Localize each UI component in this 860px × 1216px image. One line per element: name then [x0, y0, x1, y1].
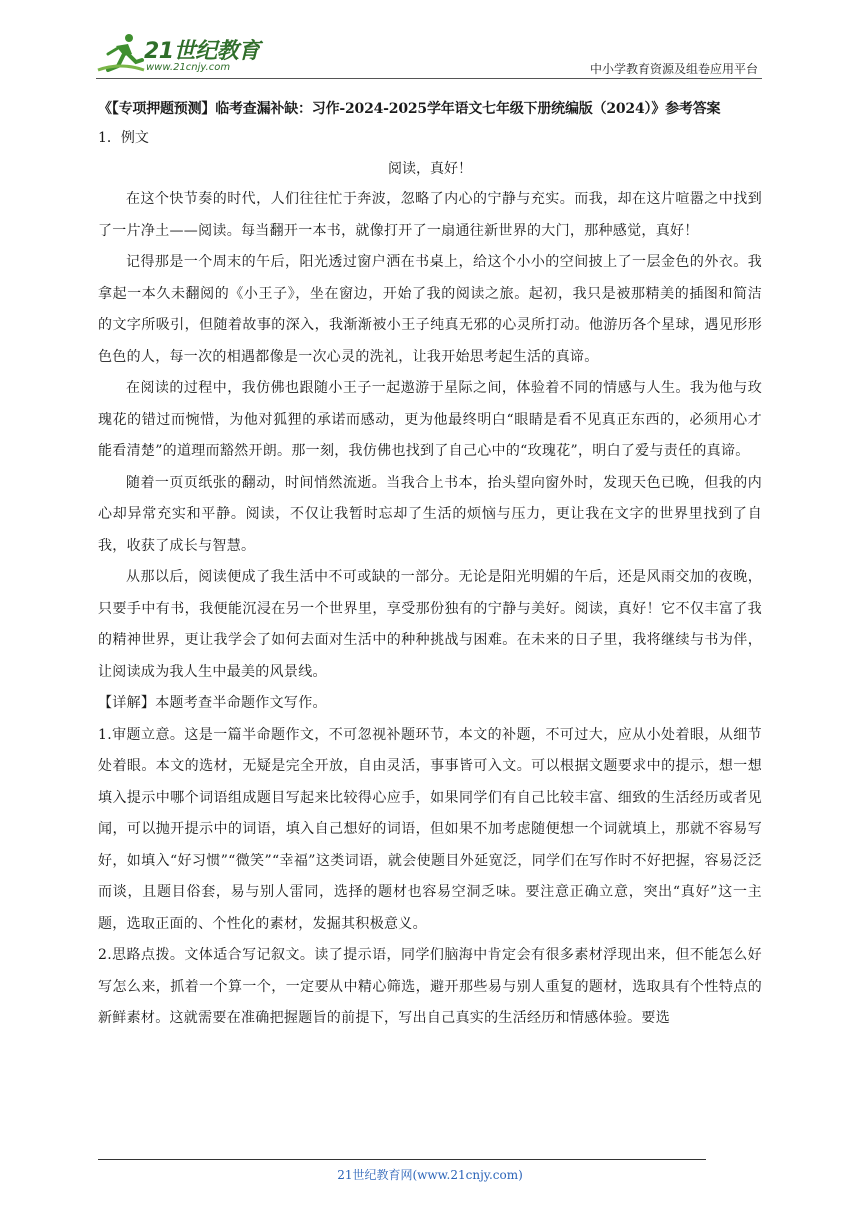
site-logo	[96, 30, 266, 80]
platform-name: 中小学教育资源及组卷应用平台	[589, 62, 758, 76]
essay-paragraph: 记得那是一个周末的午后，阳光透过窗户洒在书桌上，给这个小小的空间披上了一层金色的外衣。我拿起一本久未翻阅的《小王子》，坐在窗边，开始了我的阅读之旅。起初，我只是被那精美的插图和简洁的文字所吸引，但随着故事的深入，我渐渐被小王子纯真无邪的心灵所打动。他游历各个星球，遇见形形色色的人，每一次的相遇都像是一次心灵的洗礼，让我开始思考起生活的真谛。	[98, 254, 762, 365]
logo-text: 21世纪教育	[144, 39, 260, 64]
essay-paragraph: 在阅读的过程中，我仿佛也跟随小王子一起遨游于星际之间，体验着不同的情感与人生。我为他与玫瑰花的错过而惋惜，为他对狐狸的承诺而感动，更为他最终明白“眼睛是看不见真正东西的，必须用心才能看清楚”的道理而豁然开朗。那一刻，我仿佛也找到了自己心中的“玫瑰花”，明白了爱与责任的真谛。	[98, 380, 762, 459]
header-divider	[96, 78, 762, 79]
footer-link[interactable]: 21世纪教育网(www.21cnjy.com)	[337, 1168, 523, 1182]
logo-url: www.21cnjy.com	[146, 62, 231, 73]
document-title: 《【专项押题预测】临考查漏补缺：习作-2024-2025学年语文七年级下册统编版（2024）》参考答案	[98, 101, 721, 117]
runner-logo-icon	[96, 30, 146, 76]
section-label: 1．例文	[98, 130, 149, 146]
footer-divider	[98, 1159, 706, 1160]
document-body	[98, 96, 762, 1035]
essay-paragraph: 在这个快节奏的时代，人们往往忙于奔波，忽略了内心的宁静与充实。而我，却在这片喧嚣之中找到了一片净土——阅读。每当翻开一本书，就像打开了一扇通往新世界的大门，那种感觉，真好！	[98, 191, 762, 239]
essay-paragraph: 随着一页页纸张的翻动，时间悄然流逝。当我合上书本，抬头望向窗外时，发现天色已晚，但我的内心却异常充实和平静。阅读，不仅让我暂时忘却了生活的烦恼与压力，更让我在文字的世界里找到了自我，收获了成长与智慧。	[98, 474, 762, 554]
essay-title: 阅读，真好！	[388, 161, 472, 177]
essay-paragraph: 从那以后，阅读便成了我生活中不可或缺的一部分。无论是阳光明媚的午后，还是风雨交加的夜晚，只要手中有书，我便能沉浸在另一个世界里，享受那份独有的宁静与美好。阅读，真好！它不仅丰富了我的精神世界，更让我学会了如何去面对生活中的种种挑战与困难。在未来的日子里，我将继续与书为伴，让阅读成为我人生中最美的风景线。	[98, 569, 762, 680]
analysis-paragraph: 1.审题立意。这是一篇半命题作文，不可忽视补题环节，本文的补题，不可过大，应从小处着眼，从细节处着眼。本文的选材，无疑是完全开放，自由灵活，事事皆可入文。可以根据文题要求中的提示，想一想填入提示中哪个词语组成题目写起来比较得心应手，如果同学们有自己比较丰富、细致的生活经历或者见闻，可以抛开提示中的词语，填入自己想好的词语，但如果不加考虑随便想一个词就填上，那就不容易写好，如填入“好习惯”“微笑”“幸福”这类词语，就会使题目外延宽泛，同学们在写作时不好把握，容易泛泛而谈，且题目俗套，易与别人雷同，选择的题材也容易空洞乏味。要注意正确立意，突出“真好”这一主题，选取正面的、个性化的素材，发掘其积极意义。	[98, 726, 762, 932]
analysis-paragraph: 2.思路点拨。文体适合写记叙文。读了提示语，同学们脑海中肯定会有很多素材浮现出来，但不能怎么好写怎么来，抓着一个算一个，一定要从中精心筛选，避开那些易与别人重复的题材，选取具有个性特点的新鲜素材。这就需要在准确把握题旨的前提下，写出自己真实的生活经历和情感体验。要选	[98, 947, 762, 1026]
detail-heading: 【详解】本题考查半命题作文写作。	[98, 695, 327, 711]
